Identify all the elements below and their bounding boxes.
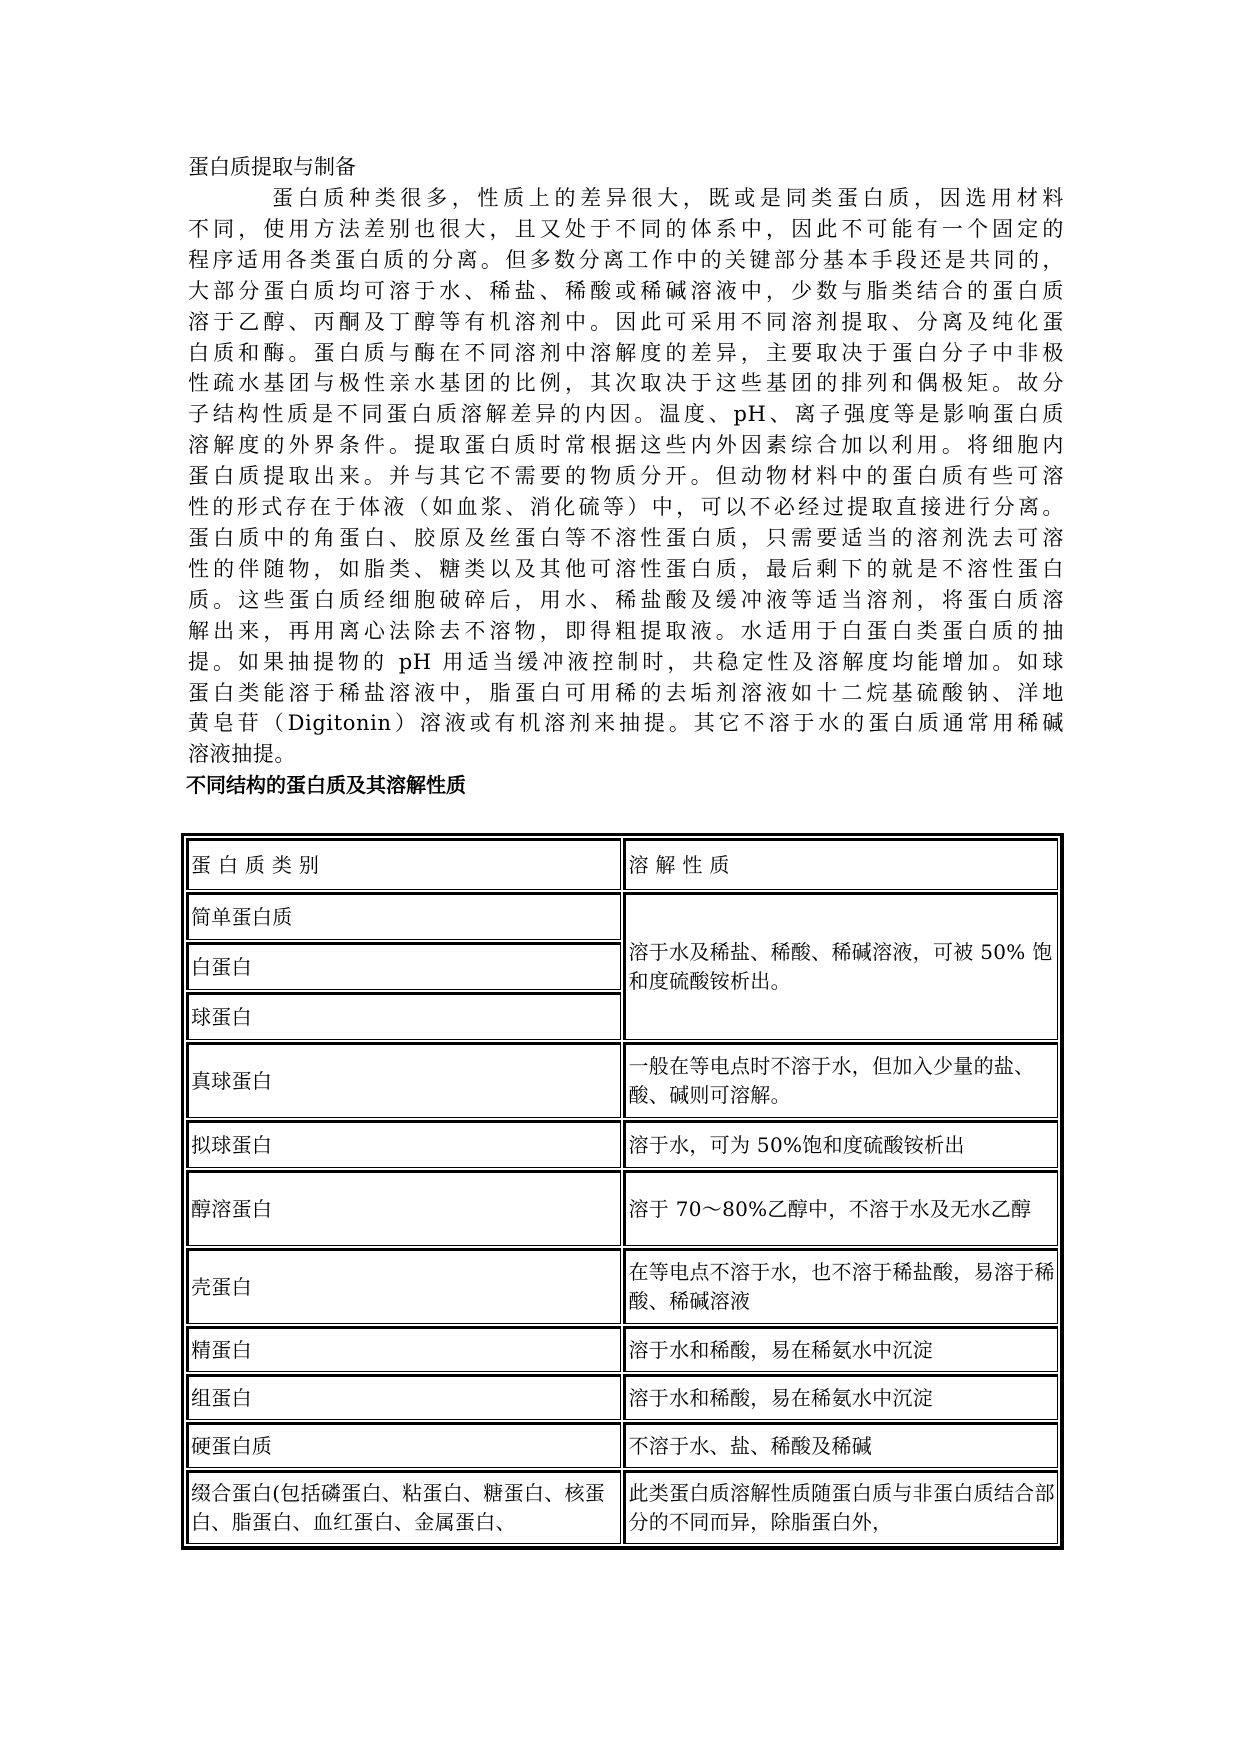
body-paragraph xyxy=(188,183,1064,770)
category-cell: 精蛋白 xyxy=(186,1326,621,1372)
category-cell: 真球蛋白 xyxy=(186,1042,621,1118)
paragraph-line: 黄皂苷（Digitonin）溶液或有机溶剂来抽提。其它不溶于水的蛋白质通常用稀碱 xyxy=(188,711,1064,736)
document-title: 蛋白质提取与制备 xyxy=(188,155,356,179)
category-cell: 拟球蛋白 xyxy=(186,1120,621,1168)
property-cell: 不溶于水、盐、稀酸及稀碱 xyxy=(623,1422,1058,1468)
table-row xyxy=(186,1422,1058,1468)
header-category: 蛋 白 质 类 别 xyxy=(186,838,621,890)
table-row xyxy=(186,892,1058,940)
property-cell: 溶于水及稀盐、稀酸、稀碱溶液，可被 50% 饱和度硫酸铵析出。 xyxy=(623,892,1058,1040)
paragraph-line: 性的伴随物，如脂类、糖类以及其他可溶性蛋白质，最后剩下的就是不溶性蛋白 xyxy=(188,556,1064,581)
category-cell: 组蛋白 xyxy=(186,1374,621,1420)
paragraph-line: 蛋白类能溶于稀盐溶液中，脂蛋白可用稀的去垢剂溶液如十二烷基硫酸钠、洋地 xyxy=(188,680,1064,705)
property-cell: 溶于 70～80%乙醇中，不溶于水及无水乙醇 xyxy=(623,1170,1058,1246)
table-header-row xyxy=(186,838,1058,890)
table-row xyxy=(186,1470,1058,1544)
paragraph-line: 蛋白质种类很多，性质上的差异很大，既或是同类蛋白质，因选用材料 xyxy=(272,186,1064,210)
property-cell: 溶于水和稀酸，易在稀氨水中沉淀 xyxy=(623,1374,1058,1420)
paragraph-line: 溶于乙醇、丙酮及丁醇等有机溶剂中。因此可采用不同溶剂提取、分离及纯化蛋 xyxy=(188,309,1064,334)
paragraph-line: 性的形式存在于体液（如血浆、消化硫等）中，可以不必经过提取直接进行分离。 xyxy=(188,495,1064,520)
document-page xyxy=(188,152,1064,800)
table-row xyxy=(186,1170,1058,1246)
paragraph-line: 提。如果抽提物的 pH 用适当缓冲液控制时，共稳定性及溶解度均能增加。如球 xyxy=(188,649,1064,674)
table-row xyxy=(186,1120,1058,1168)
paragraph-line: 蛋白质提取出来。并与其它不需要的物质分开。但动物材料中的蛋白质有些可溶 xyxy=(188,464,1064,489)
paragraph-line: 大部分蛋白质均可溶于水、稀盐、稀酸或稀碱溶液中，少数与脂类结合的蛋白质 xyxy=(188,278,1064,303)
paragraph-line: 溶液抽提。 xyxy=(188,742,296,767)
paragraph-line: 蛋白质中的角蛋白、胶原及丝蛋白等不溶性蛋白质，只需要适当的溶剂洗去可溶 xyxy=(188,525,1064,550)
category-cell: 缀合蛋白(包括磷蛋白、粘蛋白、糖蛋白、核蛋白、脂蛋白、血红蛋白、金属蛋白、 xyxy=(186,1470,621,1544)
category-cell: 硬蛋白质 xyxy=(186,1422,621,1468)
property-cell: 此类蛋白质溶解性质随蛋白质与非蛋白质结合部分的不同而异，除脂蛋白外， xyxy=(623,1470,1058,1544)
paragraph-line: 溶解度的外界条件。提取蛋白质时常根据这些内外因素综合加以利用。将细胞内 xyxy=(188,433,1064,458)
property-cell: 一般在等电点时不溶于水，但加入少量的盐、酸、碱则可溶解。 xyxy=(623,1042,1058,1118)
property-cell: 溶于水和稀酸，易在稀氨水中沉淀 xyxy=(623,1326,1058,1372)
paragraph-line: 白质和酶。蛋白质与酶在不同溶剂中溶解度的差异，主要取决于蛋白分子中非极 xyxy=(188,340,1064,365)
category-cell: 白蛋白 xyxy=(186,942,621,990)
category-cell: 壳蛋白 xyxy=(186,1248,621,1324)
table-title: 不同结构的蛋白质及其溶解性质 xyxy=(186,773,466,798)
solubility-table xyxy=(181,833,1064,1550)
header-property: 溶 解 性 质 xyxy=(623,838,1058,890)
table-row xyxy=(186,1042,1058,1118)
category-cell: 球蛋白 xyxy=(186,992,621,1040)
paragraph-line: 性疏水基团与极性亲水基团的比例，其次取决于这些基团的排列和偶极矩。故分 xyxy=(188,371,1064,396)
property-cell: 溶于水，可为 50%饱和度硫酸铵析出 xyxy=(623,1120,1058,1168)
property-cell: 在等电点不溶于水，也不溶于稀盐酸，易溶于稀酸、稀碱溶液 xyxy=(623,1248,1058,1324)
paragraph-line: 不同，使用方法差别也很大，且又处于不同的体系中，因此不可能有一个固定的 xyxy=(188,216,1064,241)
category-cell: 简单蛋白质 xyxy=(186,892,621,940)
table-row xyxy=(186,1326,1058,1372)
table-row xyxy=(186,1248,1058,1324)
paragraph-line: 程序适用各类蛋白质的分离。但多数分离工作中的关键部分基本手段还是共同的， xyxy=(188,247,1064,272)
paragraph-line: 解出来，再用离心法除去不溶物，即得粗提取液。水适用于白蛋白类蛋白质的抽 xyxy=(188,618,1064,643)
table-row xyxy=(186,1374,1058,1420)
paragraph-line: 质。这些蛋白质经细胞破碎后，用水、稀盐酸及缓冲液等适当溶剂，将蛋白质溶 xyxy=(188,587,1064,612)
paragraph-line: 子结构性质是不同蛋白质溶解差异的内因。温度、pH、离子强度等是影响蛋白质 xyxy=(188,402,1064,427)
category-cell: 醇溶蛋白 xyxy=(186,1170,621,1246)
